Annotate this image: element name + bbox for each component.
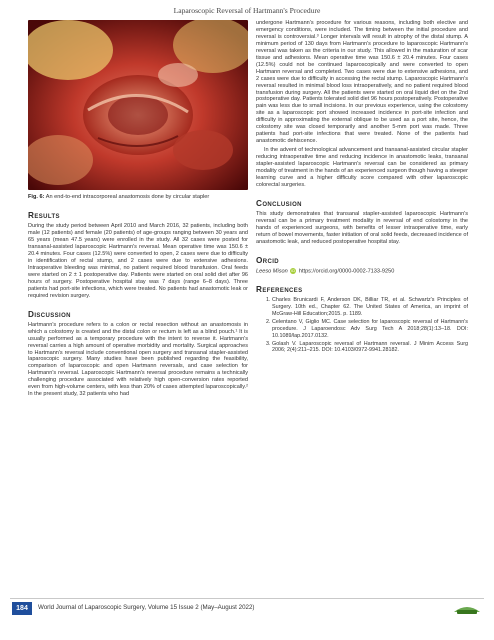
conclusion-paragraph: This study demonstrates that transanal stapler-assisted laparoscopic Hartmann's reversal can be a primary treatment modality in reversal of end colostomy in the hands of experienced surgeons, with benefits of lesser intraoperative time, early return of bowel movements, faster initiation of oral solid feeds, decreased incidence of anastomotic leak, and reduced postoperative hospital stay. xyxy=(256,210,468,245)
anastomosis-photo xyxy=(28,20,248,190)
discussion-heading: Discussion xyxy=(28,309,71,319)
right-column xyxy=(256,20,468,355)
references-heading: References xyxy=(256,285,303,295)
orcid-link[interactable]: https://orcid.org/0000-0002-7133-9250 xyxy=(298,268,395,275)
reference-item: 2. Celentano V, Giglio MC. Case selection for laparoscopic reversal of Hartmann's procedure. J Laparoendosc Adv Surg Tech A 2018;28(1):13–18. DOI: 10.1089/lap.2017.0132. xyxy=(272,319,468,340)
results-paragraph: During the study period between April 2010 and March 2016, 32 patients, including both male (12 patients) and female (20 patients) of age-groups ranging between 30 years and 65 years (mean 47.5 years) were enrolled in the study. All 32 cases were posted for transanal-assisted laparoscopic Hartmann's reversal. Mean operative time was 150.6 ± 20.4 minutes. Four cases (12.5%) were converted to open, 2 cases were due to difficulty in identification of rectal stump, and 2 cases were due to extensive adhesions. Intraoperative bleeding was minimal, no patient required blood transfusion. Oral feeds were started on 2 ± 1 postoperative day. Patients were started on oral solid diet after 96 hours of surgery. Postoperative hospital stay was 7 days (range 6–8 days). Three patients had port-site infections, which were treated. No patients had anastomotic leak or required revision surgery. xyxy=(28,223,248,299)
discussion-continued-paragraph: undergone Hartmann's procedure for various reasons, including both elective and emergency conditions, were included. The timing between the initial procedure and reversal is controversial.³ Longer intervals will result in atrophy of the distal stump. A minimum period of 130 days from Hartmann's procedure to laparoscopic Hartmann's reversal was taken as the criteria in our study. This allowed in the maturation of scar tissue and adhesions. Mean operative time was 150.6 ± 20.4 minutes. Four cases (12.5%) could not be continued laparoscopically and were converted to open Hartmann reversal and completed. Two cases were due to extensive adhesions, and 2 cases were due to difficulty in accessing the rectal stump. Laparoscopic Hartmann's reversal resulted in minimal blood loss intraoperatively, and no patient required blood transfusion during surgery. All the patients were started on oral liquid diet on the 2nd postoperative day. Patients tolerated solid diet 96 hours postoperatively. Postoperative pain was less due to small incisions. In our previous experience, using the colostomy site as a laparoscopic port showed increased incidence in port-site infection and difficulty in approximating the external oblique to be used as a port site, hence, the colostomy site was closed temporarily and another 5-mm port was made. Three patients had port-site infections that were treated. None of the patients had anastomotic dehiscence. xyxy=(256,20,468,145)
footer-divider xyxy=(10,598,484,599)
discussion-paragraph: Hartmann's procedure refers to a colon or rectal resection without an anastomosis in which a colostomy is created and the distal colon or rectum is left as a blind pouch.¹ It is usually performed as a temporary procedure with the intent to reverse it. Hartmann's reversal carries a high amount of operative morbidity and mortality. Surgical approaches to Hartmann's reversal include conventional open surgery and transanal stapler-assisted laparoscopic surgery. Many studies have been published regarding the feasibility, comparison of laparoscopic and open Hartmann reversals, and case selection for Hartmann's reversal. Laparoscopic Hartmann's reversal procedure remains a technically challenging procedure associated with relatively high open-conversion rates reported even from high-volume centers, with less than 20% of cases attempted laparoscopically.² In the present study, 32 patients who had xyxy=(28,321,248,398)
orcid-heading: Orcid xyxy=(256,255,280,265)
figure-caption-text: An end-to-end intracorporeal anastomosis done by circular stapler xyxy=(45,194,210,200)
running-header: Laparoscopic Reversal of Hartmann's Procedure xyxy=(173,6,321,15)
references-list xyxy=(256,297,468,354)
figure-caption xyxy=(28,194,248,201)
publisher-logo-icon xyxy=(452,600,482,616)
orcid-entry xyxy=(256,268,468,275)
conclusion-heading: Conclusion xyxy=(256,198,302,208)
journal-citation: World Journal of Laparoscopic Surgery, Volume 15 Issue 2 (May–August 2022) xyxy=(38,604,255,611)
reference-item: 3. Golash V. Laparoscopic reversal of Hartmann reversal. J Minim Access Surg 2006; 2(4):211–215. DOI: 10.4103/0972-9941.28182. xyxy=(272,341,468,355)
orcid-icon: iD xyxy=(291,267,296,273)
discussion-second-paragraph: In the advent of technological advancement and transanal-assisted circular stapler reducing intraoperative time and reducing incidence in anastomotic leaks, transanal stapler-assisted laparoscopic Hartmann's reversal can be considered as primary modality of treatment in the hands of an experienced surgeon though having a steeper learning curve and a higher difficulty score compared with other laparoscopic colorectal surgeries. xyxy=(256,147,468,188)
results-heading: Results xyxy=(28,211,60,221)
orcid-author-name: Leeso Mison xyxy=(256,268,288,275)
surgical-photo-figure xyxy=(28,20,248,190)
left-column xyxy=(28,20,248,400)
reference-item: 1. Charles Brunicardi F, Anderson DK, Billiar TR, et al. Schwartz's Principles of Surgery. 10th ed., Chapter 62. The United States of America, an imprint of McGraw-Hill Education;2015. p. 1189. xyxy=(272,297,468,318)
page-number: 184 xyxy=(12,602,32,615)
figure-label: Fig. 6: xyxy=(28,194,45,200)
